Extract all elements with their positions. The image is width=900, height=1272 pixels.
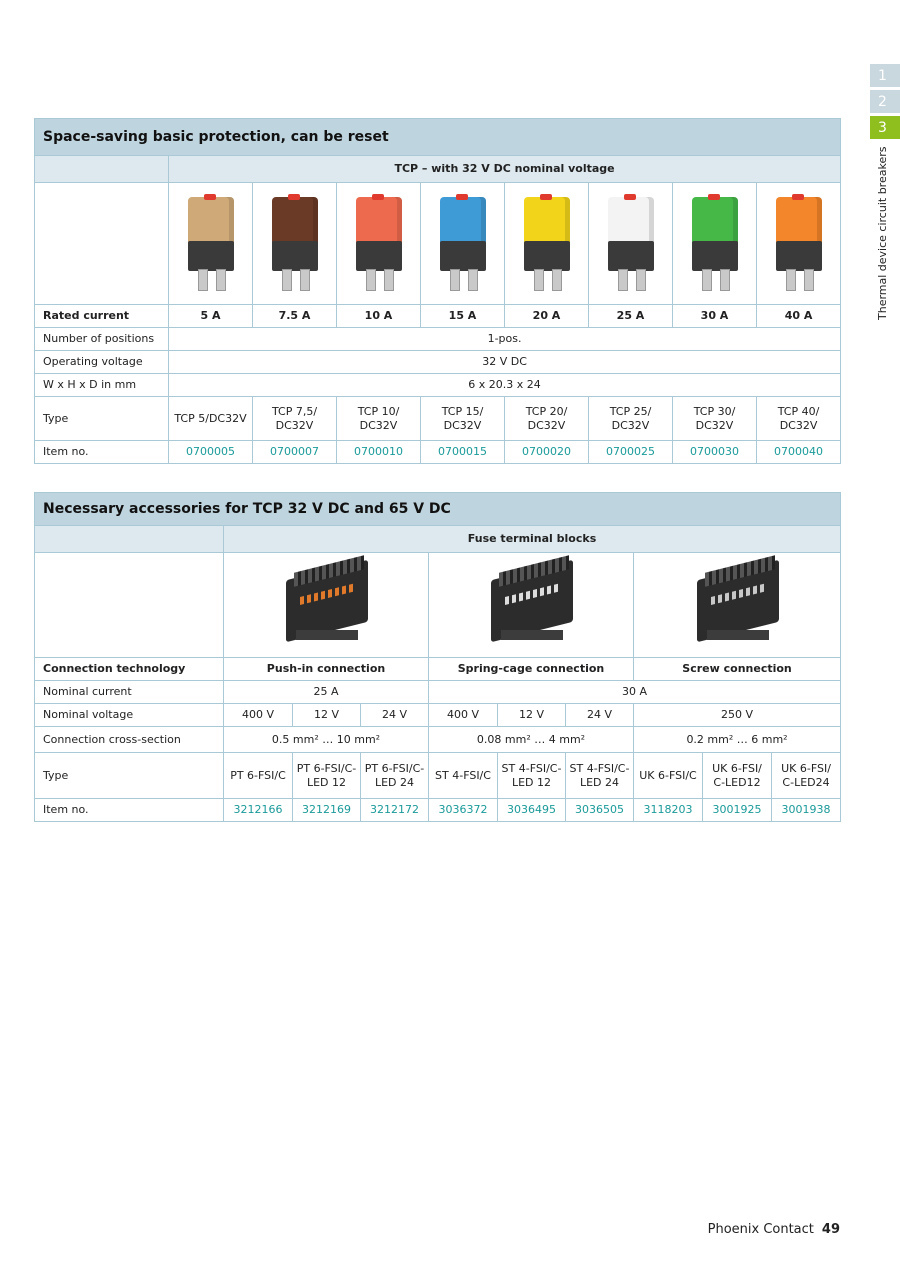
item-no-link[interactable]: 3001938 <box>772 799 841 822</box>
nominal-voltage-cell: 400 V <box>224 704 293 727</box>
type-cell: TCP 20/ DC32V <box>505 397 589 441</box>
dimensions-label: W x H x D in mm <box>35 374 169 397</box>
cross-section-cell: 0.2 mm² … 6 mm² <box>634 727 841 753</box>
chapter-tab-3[interactable]: 3 <box>870 116 900 139</box>
rated-current-cell: 5 A <box>169 305 253 328</box>
nominal-voltage-cell: 400 V <box>429 704 498 727</box>
item-no-link[interactable]: 3212166 <box>224 799 293 822</box>
fuse-image <box>776 197 822 291</box>
dimensions-value: 6 x 20.3 x 24 <box>169 374 841 397</box>
cross-section-label: Connection cross-section <box>35 727 224 753</box>
item-no-link[interactable]: 0700010 <box>337 441 421 464</box>
positions-value: 1-pos. <box>169 328 841 351</box>
item-no-link[interactable]: 0700020 <box>505 441 589 464</box>
type-cell: UK 6-FSI/ C-LED24 <box>772 753 841 799</box>
table2-subheader: Fuse terminal blocks <box>224 526 841 553</box>
nominal-voltage-cell: 12 V <box>498 704 566 727</box>
item-no-link[interactable]: 3036495 <box>498 799 566 822</box>
type-cell: PT 6-FSI/C <box>224 753 293 799</box>
connection-push-in: Push-in connection <box>224 658 429 681</box>
nominal-voltage-cell: 24 V <box>361 704 429 727</box>
item-no-link[interactable]: 0700040 <box>757 441 841 464</box>
table2-title: Necessary accessories for TCP 32 V DC and 65 V DC <box>35 493 841 526</box>
table1-sub-empty <box>35 156 169 183</box>
rated-current-cell: 20 A <box>505 305 589 328</box>
nominal-current-label: Nominal current <box>35 681 224 704</box>
cross-section-cell: 0.08 mm² … 4 mm² <box>429 727 634 753</box>
cross-section-cell: 0.5 mm² … 10 mm² <box>224 727 429 753</box>
fuse-image <box>440 197 486 291</box>
nominal-current-b: 30 A <box>429 681 841 704</box>
item-no-link[interactable]: 3212172 <box>361 799 429 822</box>
item-no-link[interactable]: 3001925 <box>703 799 772 822</box>
chapter-tab-2[interactable]: 2 <box>870 90 900 113</box>
table2-sub-empty <box>35 526 224 553</box>
footer-brand: Phoenix Contact <box>707 1222 814 1237</box>
type-cell: ST 4-FSI/C- LED 24 <box>566 753 634 799</box>
item-no-link[interactable]: 3212169 <box>293 799 361 822</box>
connection-tech-label: Connection technology <box>35 658 224 681</box>
item-no-label: Item no. <box>35 799 224 822</box>
item-no-link[interactable]: 0700005 <box>169 441 253 464</box>
type-cell: UK 6-FSI/ C-LED12 <box>703 753 772 799</box>
item-no-link[interactable]: 0700030 <box>673 441 757 464</box>
item-no-link[interactable]: 3118203 <box>634 799 703 822</box>
rated-current-cell: 25 A <box>589 305 673 328</box>
rated-current-cell: 40 A <box>757 305 841 328</box>
nominal-voltage-label: Nominal voltage <box>35 704 224 727</box>
type-cell: PT 6-FSI/C- LED 24 <box>361 753 429 799</box>
chapter-tabs <box>870 64 900 142</box>
type-cell: ST 4-FSI/C <box>429 753 498 799</box>
type-cell: TCP 30/ DC32V <box>673 397 757 441</box>
type-cell: ST 4-FSI/C- LED 12 <box>498 753 566 799</box>
type-label: Type <box>35 753 224 799</box>
rated-current-label: Rated current <box>35 305 169 328</box>
item-no-link[interactable]: 0700015 <box>421 441 505 464</box>
nominal-voltage-screw: 250 V <box>634 704 841 727</box>
operating-voltage-value: 32 V DC <box>169 351 841 374</box>
fuse-image <box>188 197 234 291</box>
positions-label: Number of positions <box>35 328 169 351</box>
terminal-block-image <box>485 560 577 650</box>
rated-current-cell: 15 A <box>421 305 505 328</box>
fuse-image <box>524 197 570 291</box>
nominal-voltage-cell: 12 V <box>293 704 361 727</box>
page-footer <box>600 1222 840 1237</box>
type-cell: TCP 40/ DC32V <box>757 397 841 441</box>
chapter-label: Thermal device circuit breakers <box>876 146 889 320</box>
type-cell: UK 6-FSI/C <box>634 753 703 799</box>
table1-subheader: TCP – with 32 V DC nominal voltage <box>169 156 841 183</box>
fuse-image-row <box>35 183 841 305</box>
fuse-image <box>356 197 402 291</box>
type-cell: PT 6-FSI/C- LED 12 <box>293 753 361 799</box>
type-cell: TCP 7,5/ DC32V <box>253 397 337 441</box>
nominal-voltage-cell: 24 V <box>566 704 634 727</box>
chapter-tab-1[interactable]: 1 <box>870 64 900 87</box>
tcp-breakers-table <box>34 118 841 464</box>
rated-current-cell: 7.5 A <box>253 305 337 328</box>
type-cell: TCP 15/ DC32V <box>421 397 505 441</box>
terminal-block-image <box>280 560 372 650</box>
type-label: Type <box>35 397 169 441</box>
type-cell: TCP 10/ DC32V <box>337 397 421 441</box>
item-no-link[interactable]: 3036372 <box>429 799 498 822</box>
accessories-table <box>34 492 841 822</box>
rated-current-cell: 30 A <box>673 305 757 328</box>
item-no-label: Item no. <box>35 441 169 464</box>
rated-current-cell: 10 A <box>337 305 421 328</box>
item-no-link[interactable]: 0700007 <box>253 441 337 464</box>
fuse-image <box>608 197 654 291</box>
item-no-link[interactable]: 3036505 <box>566 799 634 822</box>
connection-spring-cage: Spring-cage connection <box>429 658 634 681</box>
table1-title: Space-saving basic protection, can be reset <box>35 119 841 156</box>
terminal-block-image <box>691 560 783 650</box>
fuse-image <box>272 197 318 291</box>
item-no-link[interactable]: 0700025 <box>589 441 673 464</box>
type-cell: TCP 25/ DC32V <box>589 397 673 441</box>
nominal-current-a: 25 A <box>224 681 429 704</box>
page-number: 49 <box>821 1222 840 1237</box>
terminal-image-row <box>35 553 841 658</box>
type-cell: TCP 5/DC32V <box>169 397 253 441</box>
operating-voltage-label: Operating voltage <box>35 351 169 374</box>
fuse-image <box>692 197 738 291</box>
connection-screw: Screw connection <box>634 658 841 681</box>
